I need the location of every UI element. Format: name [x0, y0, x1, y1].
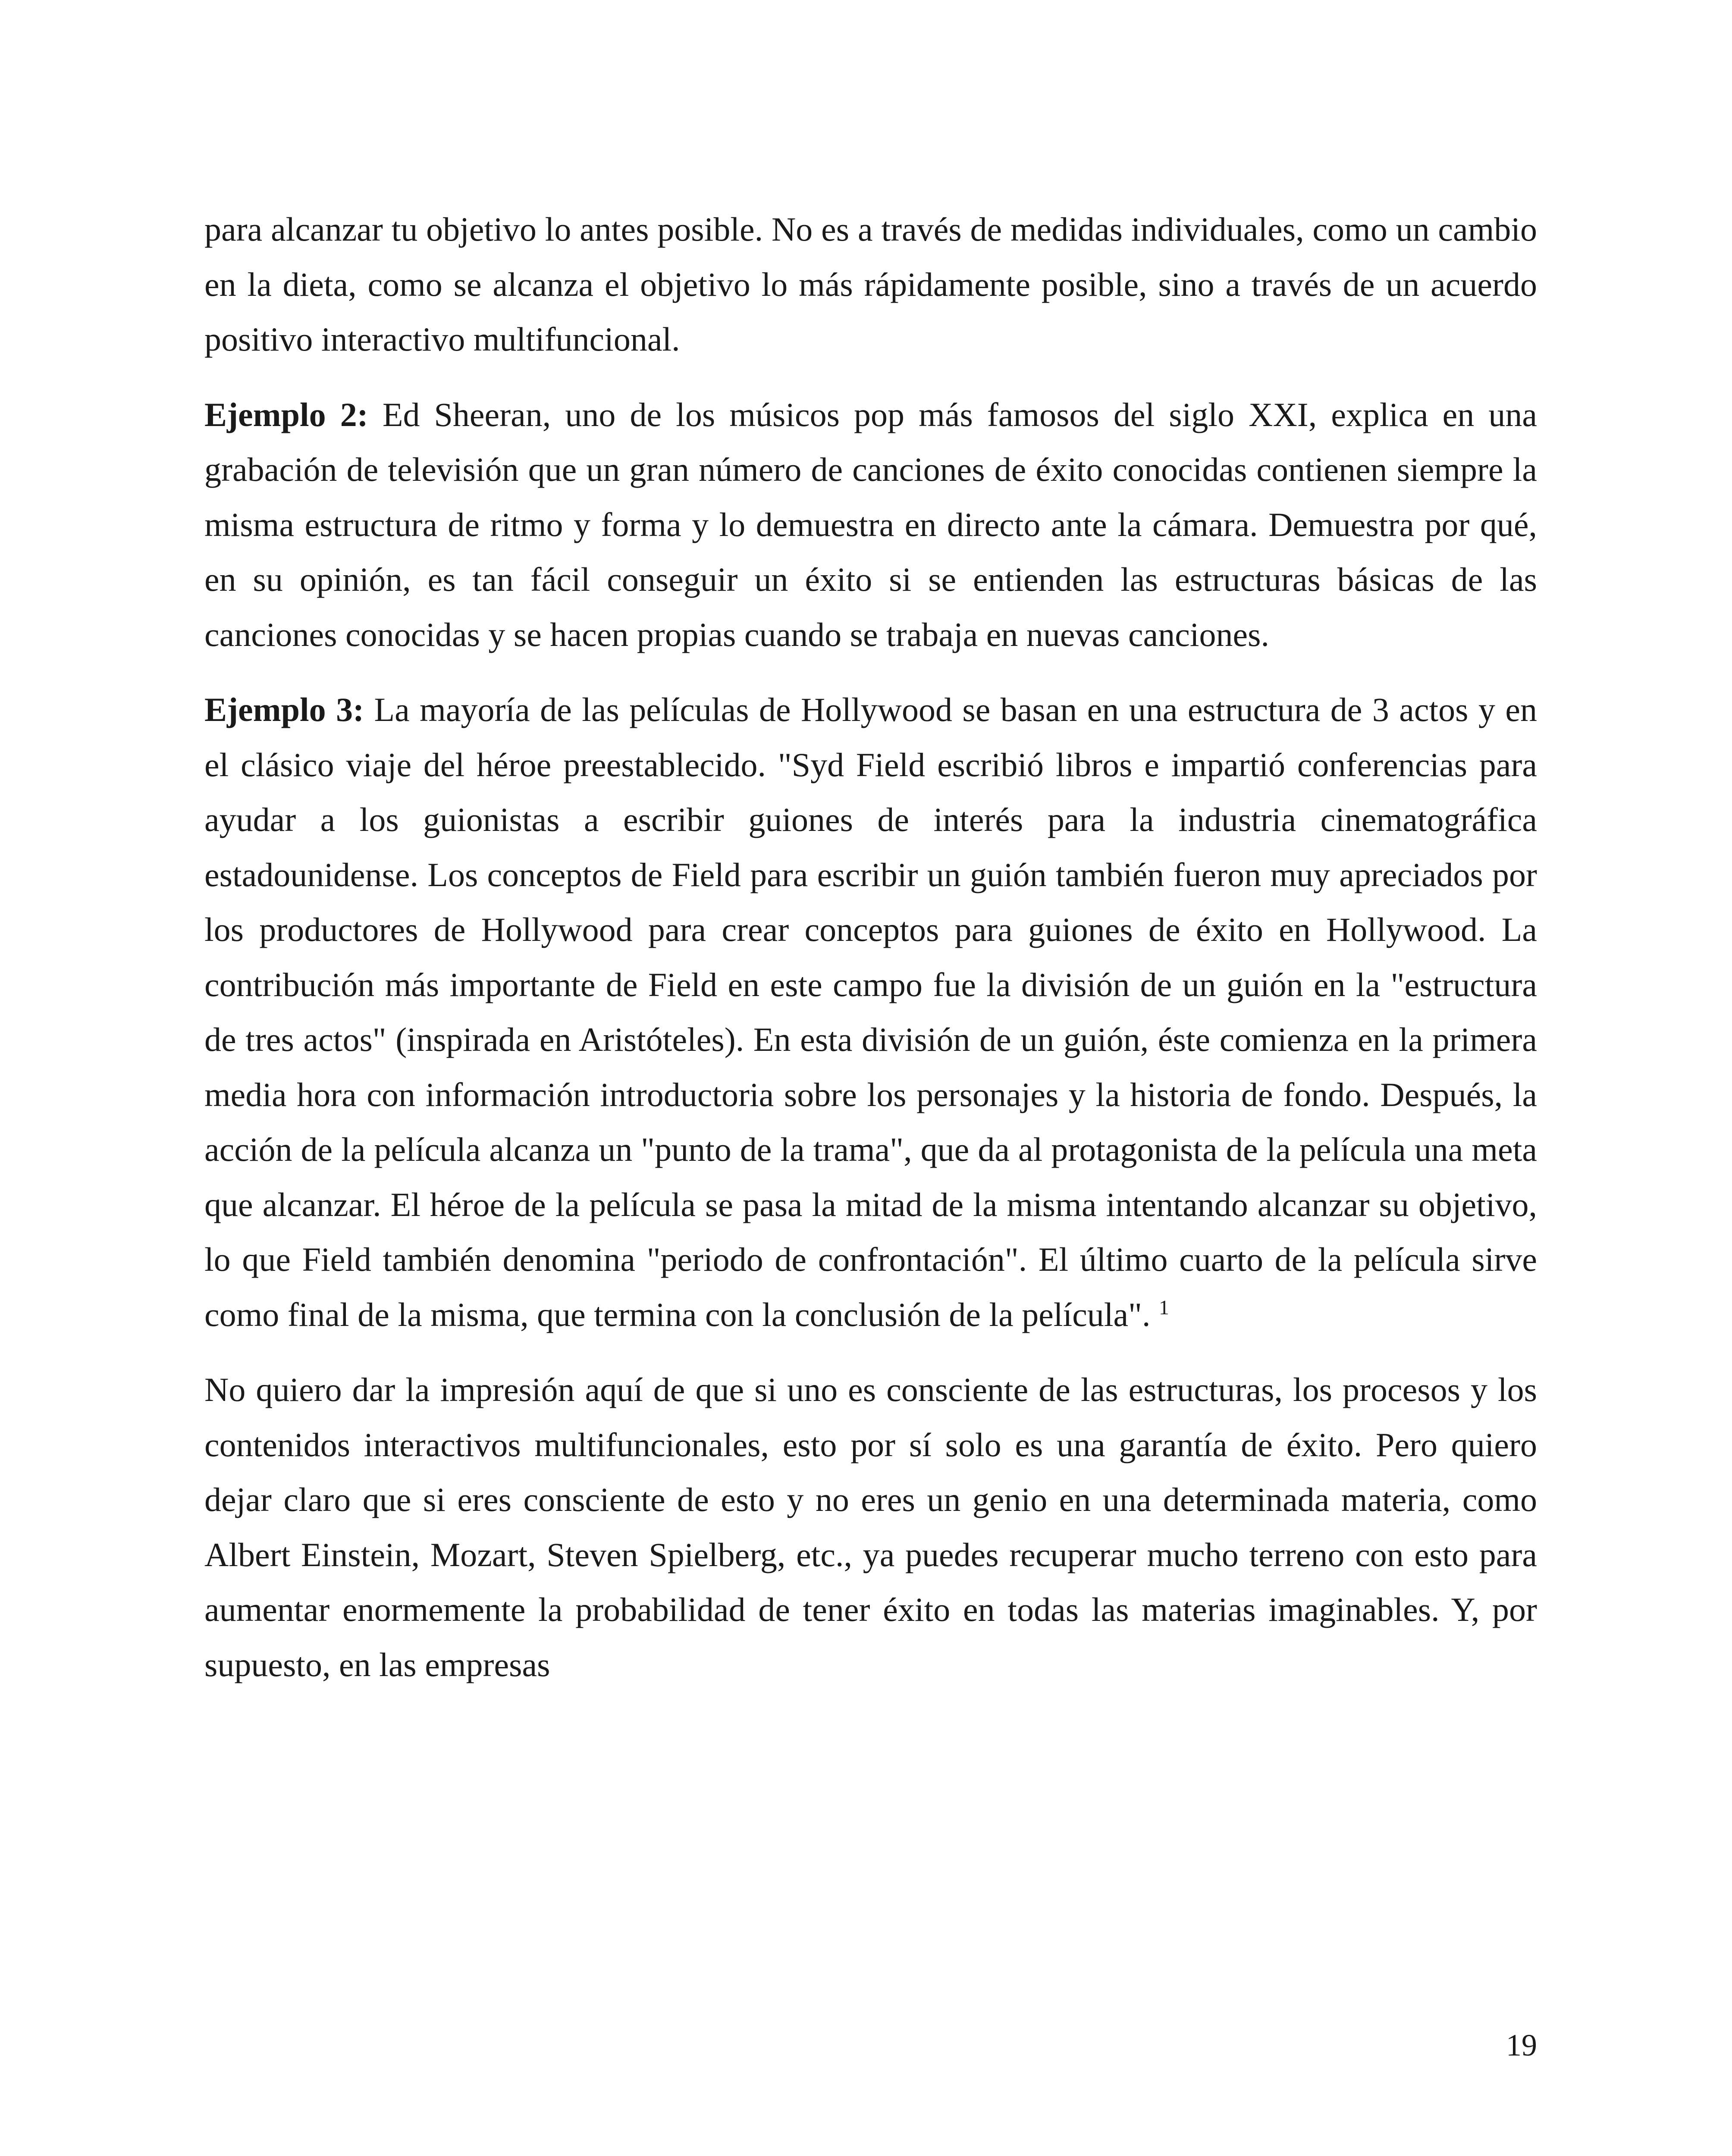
- paragraph-example-3: [204, 682, 1537, 1342]
- paragraph-text: La mayoría de las películas de Hollywood se basan en una estructura de 3 actos y en el clásico viaje del héroe preestablecido. "Syd Field escribió libros e impartió conferencias para ayudar a los guionistas a escribir guiones de interés para la industria cinematográfica estadounidense. Los conceptos de Field para escribir un guión también fueron muy apreciados por los productores de Hollywood para crear conceptos para guiones de éxito en Hollywood. La contribución más importante de Field en este campo fue la división de un guión en la "estructura de tres actos" (inspirada en Aristóteles). En esta división de un guión, éste comienza en la primera media hora con información introductoria sobre los personajes y la historia de fondo. Después, la acción de la película alcanza un "punto de la trama", que da al protagonista de la película una meta que alcanzar. El héroe de la película se pasa la mitad de la misma intentando alcanzar su objetivo, lo que Field también denomina "periodo de confrontación". El último cuarto de la película sirve como final de la misma, que termina con la conclusión de la película".: [204, 691, 1537, 1333]
- paragraph-closing: [204, 1362, 1537, 1692]
- paragraph-text: Ed Sheeran, uno de los músicos pop más famosos del siglo XXI, explica en una grabación de televisión que un gran número de canciones de éxito conocidas contienen siempre la misma estructura de ritmo y forma y lo demuestra en directo ante la cámara. Demuestra por qué, en su opinión, es tan fácil conseguir un éxito si se entienden las estructuras básicas de las canciones conocidas y se hacen propias cuando se trabaja en nuevas canciones.: [204, 395, 1537, 653]
- paragraph-example-2: [204, 387, 1537, 662]
- paragraph-text: para alcanzar tu objetivo lo antes posible. No es a través de medidas individuales, como un cambio en la dieta, como se alcanza el objetivo lo más rápidamente posible, sino a través de un acuerdo positivo interactivo multifuncional.: [204, 210, 1537, 358]
- page-number: 19: [1506, 2028, 1537, 2062]
- example-label: Ejemplo 2:: [204, 395, 368, 433]
- paragraph-continuation: [204, 202, 1537, 367]
- footnote-reference: 1: [1158, 1296, 1169, 1319]
- example-label: Ejemplo 3:: [204, 691, 364, 728]
- body-text: [204, 202, 1537, 1712]
- paragraph-text: No quiero dar la impresión aquí de que si uno es consciente de las estructuras, los procesos y los contenidos interactivos multifuncionales, esto por sí solo es una garantía de éxito. Pero quiero dejar claro que si eres consciente de esto y no eres un genio en una determinada materia, como Albert Einstein, Mozart, Steven Spielberg, etc., ya puedes recuperar mucho terreno con esto para aumentar enormemente la probabilidad de tener éxito en todas las materias imaginables. Y, por supuesto, en las empresas: [204, 1371, 1537, 1683]
